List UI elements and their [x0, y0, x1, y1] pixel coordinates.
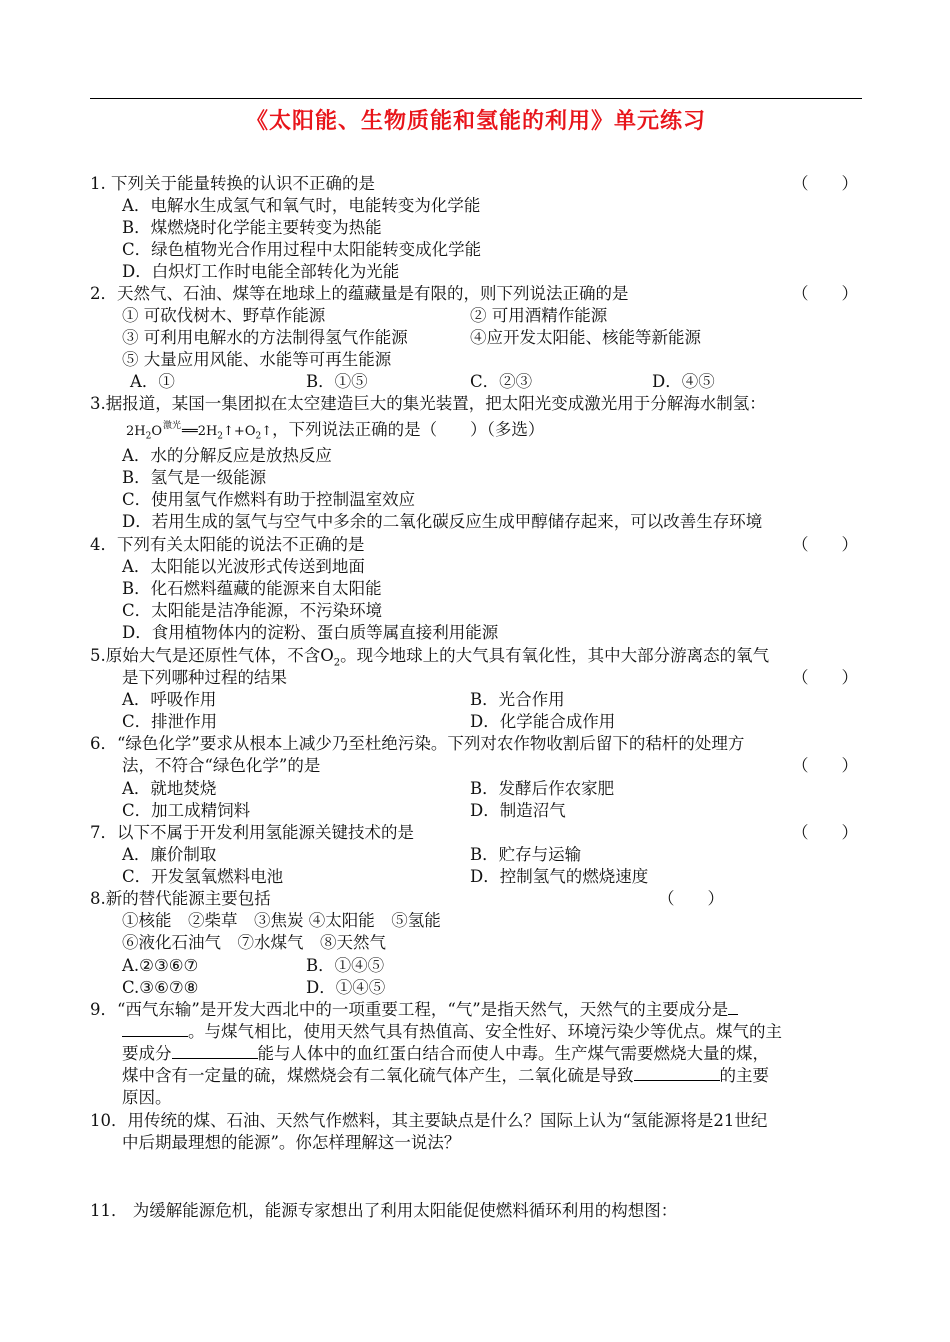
q4-option-d: D．食用植物体内的淀粉、蛋白质等属直接利用能源	[122, 623, 499, 642]
q4-stem: 4．下列有关太阳能的说法不正确的是	[90, 535, 365, 554]
q5-option-a: A．呼吸作用	[122, 690, 217, 709]
q9-line3: 要成分 能与人体中的血红蛋白结合而使人中毒。生产煤气需要燃烧大量的煤，	[122, 1044, 769, 1063]
q9-blank-1-start[interactable]	[728, 1000, 738, 1015]
q2-statement-4: ④应开发太阳能、核能等新能源	[470, 328, 701, 347]
q4-option-a: A．太阳能以光波形式传送到地面	[122, 557, 365, 576]
q1-option-b: B．煤燃烧时化学能主要转变为热能	[122, 218, 382, 237]
q6-option-d: D．制造沼气	[470, 801, 566, 820]
q2-statement-1: ① 可砍伐树木、野草作能源	[122, 306, 326, 325]
q9-line4: 煤中含有一定量的硫，煤燃烧会有二氧化硫气体产生，二氧化硫是导致 的主要	[122, 1066, 769, 1085]
q11-line1: 11． 为缓解能源危机，能源专家想出了利用太阳能促使燃料循环利用的构想图：	[90, 1201, 678, 1220]
q1-option-c: C．绿色植物光合作用过程中太阳能转变成化学能	[122, 240, 482, 259]
q1-option-d: D．白炽灯工作时电能全部转化为光能	[122, 262, 400, 281]
q2-statement-3: ③ 可利用电解水的方法制得氢气作能源	[122, 328, 408, 347]
top-rule	[90, 98, 862, 99]
q5-stem-line2: 是下列哪种过程的结果	[122, 668, 287, 687]
q6-option-b: B．发酵后作农家肥	[470, 779, 615, 798]
q9-line2: 。与煤气相比，使用天然气具有热值高、安全性好、环境污染少等优点。煤气的主	[122, 1021, 782, 1043]
q9-line1: 9．“西气东输”是开发大西北中的一项重要工程，“气”是指天然气，天然气的主要成分是	[90, 999, 738, 1021]
q4-option-c: C．太阳能是洁净能源，不污染环境	[122, 601, 383, 620]
q1-stem: 1. 下列关于能量转换的认识不正确的是	[90, 174, 375, 193]
q3-option-b: B．氢气是一级能源	[122, 468, 267, 487]
q2-statement-5: ⑤ 大量应用风能、水能等可再生能源	[122, 350, 392, 369]
q7-option-c: C．开发氢氧燃料电池	[122, 867, 284, 886]
q5-option-d: D．化学能合成作用	[470, 712, 616, 731]
q8-stem: 8.新的替代能源主要包括	[90, 889, 271, 908]
q2-stem: 2．天然气、石油、煤等在地球上的蕴藏量是有限的，则下列说法正确的是	[90, 284, 629, 303]
q6-stem-line2: 法，不符合“绿色化学”的是	[122, 756, 321, 775]
q8-items-line1: ①核能 ②柴草 ③焦炭 ④太阳能 ⑤氢能	[122, 911, 441, 930]
q6-option-a: A．就地焚烧	[122, 779, 217, 798]
q9-blank-1[interactable]	[122, 1022, 188, 1037]
q2-option-c: C．②③	[470, 372, 533, 391]
q6-stem-line1: 6．“绿色化学”要求从根本上减少乃至杜绝污染。下列对农作物收割后留下的秸杆的处理方	[90, 734, 745, 753]
q2-statement-2: ② 可用酒精作能源	[470, 306, 608, 325]
q10-line1: 10．用传统的煤、石油、天然气作燃料，其主要缺点是什么？国际上认为“氢能源将是21世纪	[90, 1111, 768, 1130]
q5-stem-line1: 5.原始大气是还原性气体，不含$O_2$。现今地球上的大气具有氧化性，其中大部分游离态的氧气	[90, 646, 770, 669]
q2-answer-bracket: （ ）	[792, 284, 858, 303]
q4-answer-bracket: （ ）	[792, 535, 858, 554]
q5-answer-bracket: （ ）	[792, 668, 858, 687]
q3-option-d: D．若用生成的氢气与空气中多余的二氧化碳反应生成甲醇储存起来，可以改善生存环境	[122, 512, 763, 531]
q9-line5: 原因。	[122, 1088, 172, 1107]
q3-option-c: C．使用氢气作燃料有助于控制温室效应	[122, 490, 416, 509]
q8-items-line2: ⑥液化石油气 ⑦水煤气 ⑧天然气	[122, 933, 386, 952]
q8-option-a: A.②③⑥⑦	[122, 956, 199, 975]
q9-blank-3[interactable]	[634, 1066, 720, 1081]
q2-option-d: D．④⑤	[652, 372, 715, 391]
q3-equation-line: $2H_2O^{激光}══2H_2↑+O_2↑$，下列说法正确的是（ ）（多选）	[126, 420, 545, 442]
q8-answer-bracket: （ ）	[658, 889, 724, 908]
page-title: 《太阳能、生物质能和氢能的利用》单元练习	[245, 109, 706, 134]
q1-answer-bracket: （ ）	[792, 174, 858, 193]
q9-blank-2[interactable]	[172, 1044, 258, 1059]
q8-option-c: C.③⑥⑦⑧	[122, 978, 199, 997]
q7-stem: 7．以下不属于开发利用氢能源关键技术的是	[90, 823, 414, 842]
q6-answer-bracket: （ ）	[792, 756, 858, 775]
q7-option-a: A．廉价制取	[122, 845, 217, 864]
q2-option-b: B．①⑤	[306, 372, 368, 391]
q5-option-b: B．光合作用	[470, 690, 565, 709]
q7-option-b: B．贮存与运输	[470, 845, 582, 864]
q6-option-c: C．加工成精饲料	[122, 801, 251, 820]
q1-option-a: A．电解水生成氢气和氧气时，电能转变为化学能	[122, 196, 481, 215]
q3-option-a: A．水的分解反应是放热反应	[122, 446, 332, 465]
q8-option-b: B．①④⑤	[306, 956, 385, 975]
q4-option-b: B．化石燃料蕴藏的能源来自太阳能	[122, 579, 382, 598]
q3-stem: 3.据报道，某国一集团拟在太空建造巨大的集光装置，把太阳光变成激光用于分解海水制氢：	[90, 394, 766, 413]
q2-option-a: A．①	[130, 372, 175, 391]
q7-answer-bracket: （ ）	[792, 823, 858, 842]
q5-option-c: C．排泄作用	[122, 712, 218, 731]
chemical-equation: $2H_2O^{激光}══2H_2↑+O_2↑$	[126, 421, 273, 442]
q7-option-d: D．控制氢气的燃烧速度	[470, 867, 649, 886]
q10-line2: 中后期最理想的能源”。你怎样理解这一说法？	[122, 1133, 461, 1152]
q8-option-d: D．①④⑤	[306, 978, 386, 997]
